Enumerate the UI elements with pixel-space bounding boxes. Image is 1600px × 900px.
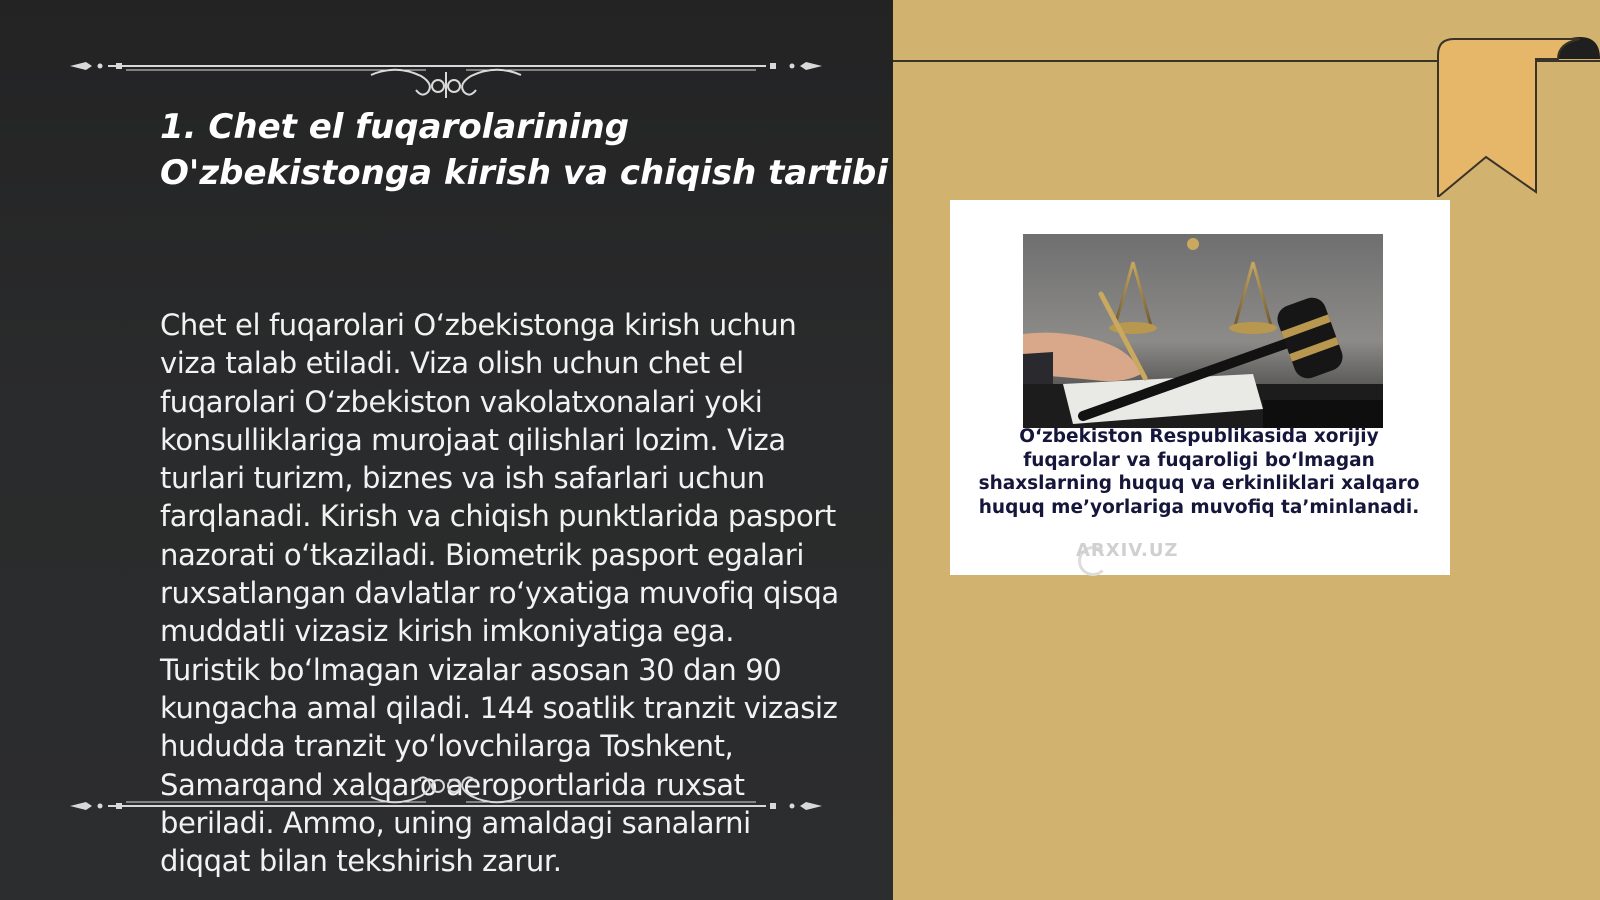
bookmark-ribbon-icon xyxy=(1436,37,1600,197)
image-card xyxy=(950,200,1450,575)
ornament-divider-top xyxy=(66,40,826,100)
slide-body-text: Chet el fuqarolari O‘zbekistonga kirish uchun viza talab etiladi. Viza olish uchun chet el fuqarolari O‘zbekiston vakolatxonalari yoki konsulliklariga murojaat qilishlari lozim. Viza turlari turizm, biznes va ish safarlari uchun farqlanadi. Kirish va chiqish punktlarida pasport nazorati o‘tkaziladi. Biometrik pasport egalari ruxsatlangan davlatlar ro‘yxatiga muvofiq qisqa muddatli vizasiz kirish imkoniyatiga ega. Turistik bo‘lmagan vizalar asosan 30 dan 90 kungacha amal qiladi. 144 soatlik tranzit vizasiz hududda tranzit yo‘lovchilarga Toshkent, Samarqand xalqaro aeroportlarida ruxsat beriladi. Ammo, uning amaldagi sanalarni diqqat bilan tekshirish zarur. xyxy=(160,308,839,879)
image-caption: O‘zbekiston Respublikasida xorijiy fuqarolar va fuqaroligi bo‘lmagan shaxslarning huquq va erkinliklari xalqaro huquq me’yorlariga muvofiq ta’minlanadi. xyxy=(978,426,1420,518)
slide-title-line-1: 1. Chet el fuqarolarining xyxy=(160,107,630,147)
image-watermark: ARXIV.UZ xyxy=(1076,540,1179,561)
slide-title xyxy=(160,104,888,196)
ornament-divider-bottom xyxy=(66,772,826,832)
judge-gavel-photo xyxy=(1023,234,1383,428)
slide-title-line-2: O'zbekistonga kirish va chiqish tartibi xyxy=(160,153,888,193)
